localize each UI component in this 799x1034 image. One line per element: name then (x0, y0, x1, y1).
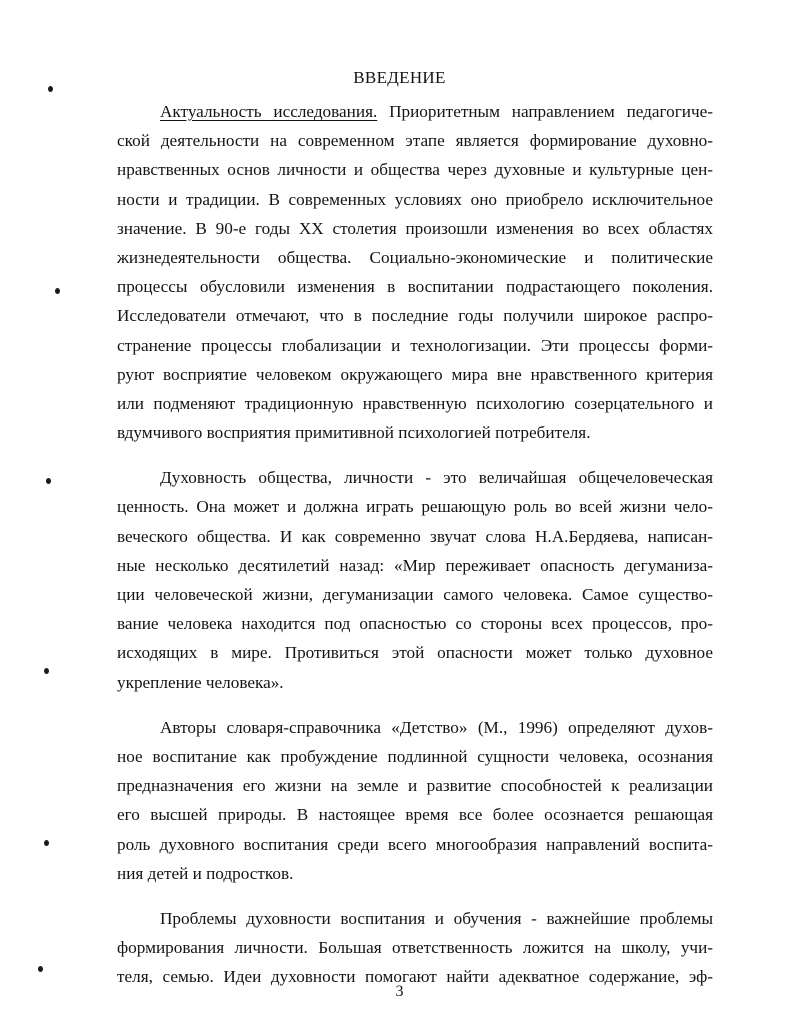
section-heading: ВВЕДЕНИЕ (353, 68, 446, 87)
text-line: ное воспитание как пробуждение подлинной сущности человека, осознания (117, 746, 713, 766)
text-line: вдумчивого восприятия примитивной психологией потребителя. (117, 423, 591, 443)
text-line: веческого общества. И как современно звучат слова Н.А.Бердяева, написан- (117, 526, 713, 546)
text-line: ния детей и подростков. (117, 863, 294, 883)
text-line: формирования личности. Большая ответственность ложится на школу, учи- (117, 938, 713, 958)
scan-dot-mark (55, 288, 60, 294)
text-line: ции человеческой жизни, дегуманизации самого человека. Самое существо- (117, 585, 713, 604)
paragraph-problems (117, 904, 713, 992)
paragraph-gap (117, 697, 713, 713)
text-line: ской деятельности на современном этапе является формирование духовно- (117, 131, 713, 151)
text-line: или подменяют традиционную нравственную психологию созерцательного и (117, 393, 713, 413)
text-line: руют восприятие человеком окружающего мира вне нравственного критерия (117, 364, 713, 384)
text-line: значение. В 90-е годы XX столетия произошли изменения во всех областях (117, 218, 713, 238)
scan-dot-mark (38, 966, 43, 972)
text-line: теля, семью. Идеи духовности помогают найти адекватное содержание, эф- (117, 967, 713, 987)
text-line: нравственных основ личности и общества через духовные и культурные цен- (117, 160, 713, 180)
text-line: жизнедеятельности общества. Социально-экономические и политические (117, 247, 713, 267)
text-line: его высшей природы. В настоящее время все более осознается решающая (117, 805, 713, 825)
text-line: Духовность общества, личности - это величайшая общечеловеческая (160, 468, 713, 488)
paragraph-gap (117, 447, 713, 463)
text-line: ные несколько десятилетий назад: «Мир переживает опасность дегуманиза- (117, 555, 713, 575)
text-line: предназначения его жизни на земле и развитие способностей к реализации (117, 776, 713, 796)
paragraph-gap (117, 888, 713, 904)
text-line: Актуальность исследования. Приоритетным направлением педагогиче- (160, 102, 713, 121)
relevance-lead: Актуальность исследования. (160, 102, 378, 121)
scan-dot-mark (46, 478, 51, 484)
text-line: вание человека находится под опасностью со стороны всех процессов, про- (117, 614, 713, 634)
paragraph-relevance (117, 97, 713, 447)
scan-dot-mark (44, 668, 49, 674)
body-text (117, 97, 713, 991)
paragraph-spirituality (117, 463, 713, 697)
text-line: Проблемы духовности воспитания и обучения - важнейшие проблемы (160, 908, 713, 928)
text-line: ности и традиции. В современных условиях оно приобрело исключительное (117, 189, 713, 209)
text-line: Авторы словаря-справочника «Детство» (М., 1996) определяют духов- (160, 717, 713, 737)
text-line: укрепление человека». (117, 672, 284, 692)
text-line: исходящих в мире. Противиться этой опасности может только духовное (117, 643, 713, 663)
text-line: странение процессы глобализации и технологизации. Эти процессы форми- (117, 335, 713, 355)
scan-dot-mark (44, 840, 49, 846)
text-line: ценность. Она может и должна играть решающую роль во всей жизни чело- (117, 497, 713, 517)
page-number: 3 (395, 983, 404, 1000)
paragraph-dictionary (117, 713, 713, 888)
text-line: роль духовного воспитания среди всего многообразия направлений воспита- (117, 834, 713, 854)
text-line: Исследователи отмечают, что в последние годы получили широкое распро- (117, 306, 713, 326)
text-line: процессы обусловили изменения в воспитании подрастающего поколения. (117, 277, 713, 297)
